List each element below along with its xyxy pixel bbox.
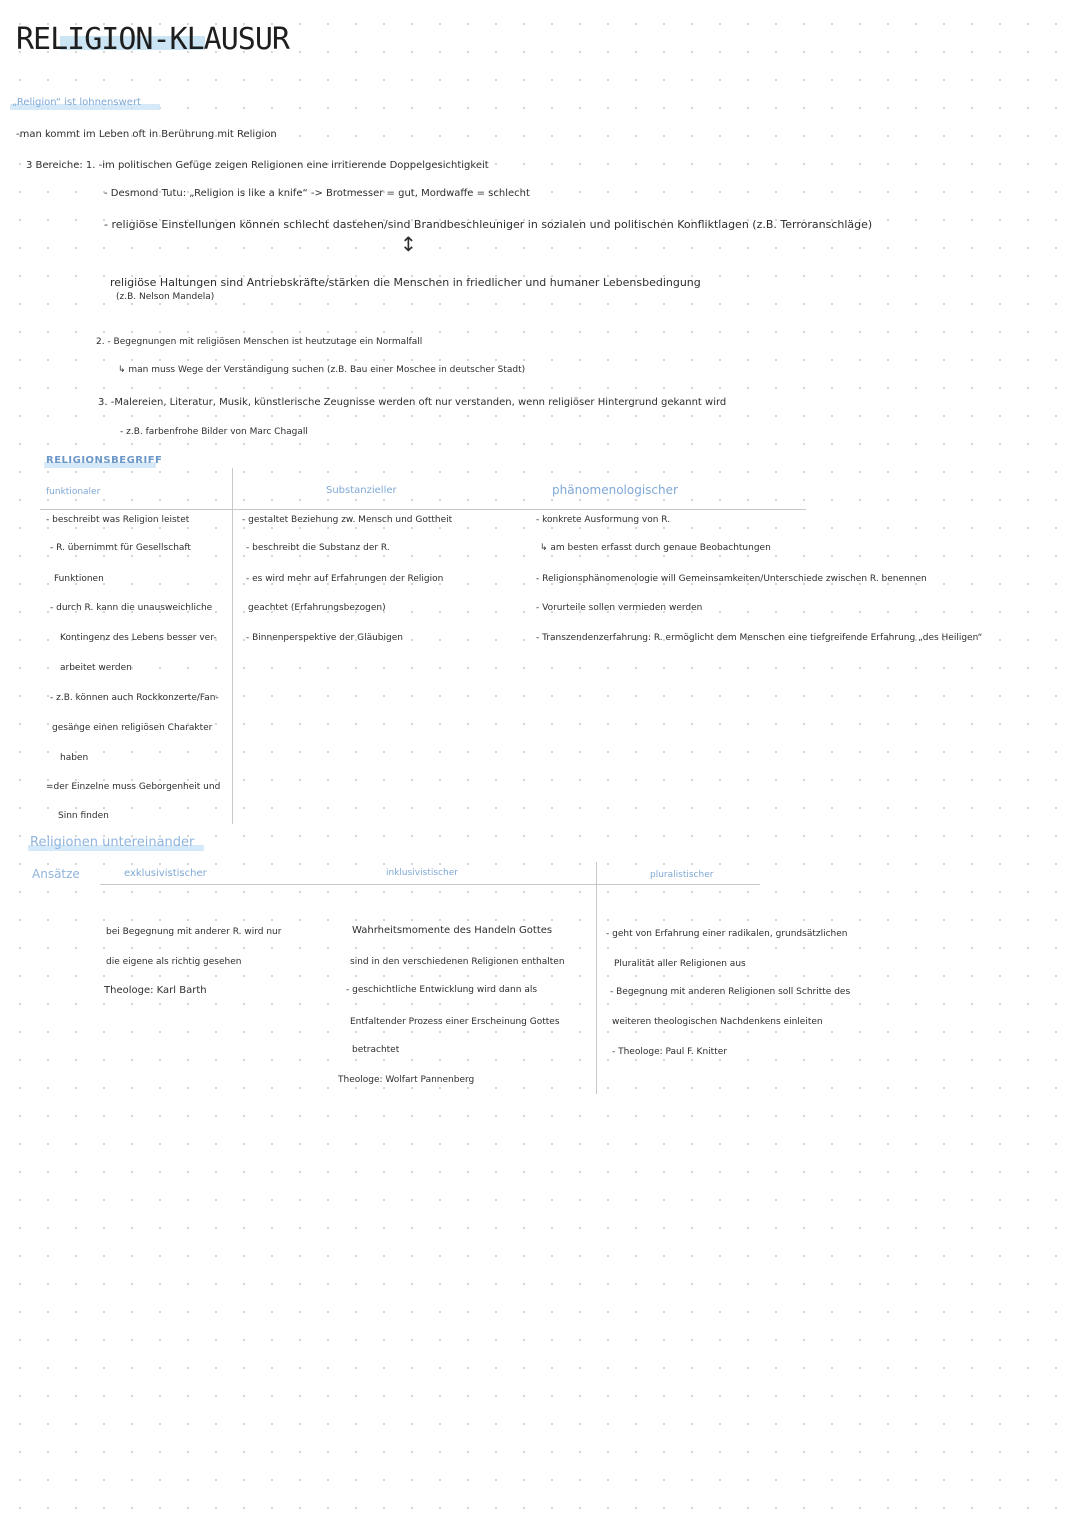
list-item: die eigene als richtig gesehen (106, 957, 242, 967)
bereich-3: 3. -Malereien, Literatur, Musik, künstlerische Zeugnisse werden oft nur verstanden, wenn religiöser Hintergrund gekannt wird (98, 397, 727, 408)
list-item: bei Begegnung mit anderer R. wird nur (106, 927, 282, 937)
page-title: RELIGION-KLAUSUR (16, 22, 289, 57)
inklusivistischer-header: inklusivistischer (386, 868, 458, 878)
list-item: - z.B. können auch Rockkonzerte/Fan- (50, 693, 219, 703)
list-item: haben (60, 753, 89, 763)
list-item: - beschreibt die Substanz der R. (246, 543, 390, 553)
double-arrow-icon: ↕ (400, 232, 417, 256)
religion-bad-line: - religiöse Einstellungen können schlecht dastehen/sind Brandbeschleuniger in sozialen und politischen Konfliktlagen (z.B. Terroranschläge) (104, 218, 873, 231)
list-item: Kontingenz des Lebens besser ver- (60, 633, 217, 643)
list-item: - geschichtliche Entwicklung wird dann als (346, 985, 538, 995)
list-item: - durch R. kann die unausweichliche (50, 603, 213, 613)
tutu-quote: - Desmond Tutu: „Religion is like a knife“ -> Brotmesser = gut, Mordwaffe = schlecht (104, 188, 530, 199)
list-item: - gestaltet Beziehung zw. Mensch und Gottheit (242, 515, 453, 525)
list-item: - Religionsphänomenologie will Gemeinsamkeiten/Unterschiede zwischen R. benennen (536, 574, 927, 584)
funktionaler-header: funktionaler (46, 487, 101, 497)
bereich-2-sub: ↳ man muss Wege der Verständigung suchen (z.B. Bau einer Moschee in deutscher Stadt) (118, 365, 526, 375)
bereiche-line: 3 Bereiche: 1. -im politischen Gefüge zeigen Religionen eine irritierende Doppelgesichtigkeit (26, 160, 489, 171)
list-item: Pluralität aller Religionen aus (614, 959, 746, 969)
untereinander-divider (596, 862, 597, 1094)
pluralistischer-header: pluralistischer (650, 870, 714, 880)
list-item: - geht von Erfahrung einer radikalen, grundsätzlichen (606, 929, 848, 939)
untereinander-heading: Religionen untereinander (30, 835, 195, 850)
list-item: sind in den verschiedenen Religionen enthalten (350, 957, 565, 967)
list-item: Theologe: Wolfart Pannenberg (338, 1075, 475, 1085)
religionsbegriff-heading: RELIGIONSBEGRIFF (46, 455, 163, 466)
list-item: - R. übernimmt für Gesellschaft (50, 543, 191, 553)
list-item: weiteren theologischen Nachdenkens einleiten (612, 1017, 823, 1027)
list-item: - Theologe: Paul F. Knitter (612, 1047, 727, 1057)
list-item: arbeitet werden (60, 663, 132, 673)
list-item: Entfaltender Prozess einer Erscheinung Gottes (350, 1017, 560, 1027)
list-item: - konkrete Ausformung von R. (536, 515, 671, 525)
religion-good-example: (z.B. Nelson Mandela) (116, 292, 215, 302)
list-item: - Begegnung mit anderen Religionen soll Schritte des (610, 987, 851, 997)
list-item: gesänge einen religiösen Charakter (52, 723, 213, 733)
intro-heading: „Religion“ ist lohnenswert (12, 97, 141, 108)
list-item: - beschreibt was Religion leistet (46, 515, 190, 525)
list-item: - Transzendenzerfahrung: R. ermöglicht dem Menschen eine tiefgreifende Erfahrung „des Heiligen“ (536, 633, 983, 643)
list-item: ↳ am besten erfasst durch genaue Beobachtungen (540, 543, 771, 553)
exklusivistischer-header: exklusivistischer (124, 868, 207, 879)
bereich-3-sub: - z.B. farbenfrohe Bilder von Marc Chagall (120, 427, 308, 437)
list-item: geachtet (Erfahrungsbezogen) (248, 603, 386, 613)
list-item: Wahrheitsmomente des Handeln Gottes (352, 925, 553, 936)
list-item: - Vorurteile sollen vermieden werden (536, 603, 703, 613)
list-item: Funktionen (54, 574, 104, 584)
substanzieller-header: Substanzieller (326, 485, 397, 496)
phaenomenologischer-header: phänomenologischer (552, 483, 678, 497)
ansaetze-label: Ansätze (32, 867, 80, 881)
bereich-2: 2. - Begegnungen mit religiösen Menschen ist heutzutage ein Normalfall (96, 337, 423, 347)
list-item: betrachtet (352, 1045, 400, 1055)
list-item: =der Einzelne muss Geborgenheit und (46, 782, 221, 792)
religionsbegriff-rule (40, 509, 806, 510)
religionsbegriff-divider (232, 468, 233, 824)
list-item: Theologe: Karl Barth (104, 985, 207, 996)
religion-good-line: religiöse Haltungen sind Antriebskräfte/stärken die Menschen in friedlicher und humaner Lebensbedingung (110, 276, 701, 289)
list-item: - es wird mehr auf Erfahrungen der Religion (246, 574, 444, 584)
intro-line: -man kommt im Leben oft in Berührung mit Religion (16, 129, 277, 140)
list-item: - Binnenperspektive der Gläubigen (246, 633, 403, 643)
untereinander-rule (100, 884, 760, 885)
list-item: Sinn finden (58, 811, 109, 821)
